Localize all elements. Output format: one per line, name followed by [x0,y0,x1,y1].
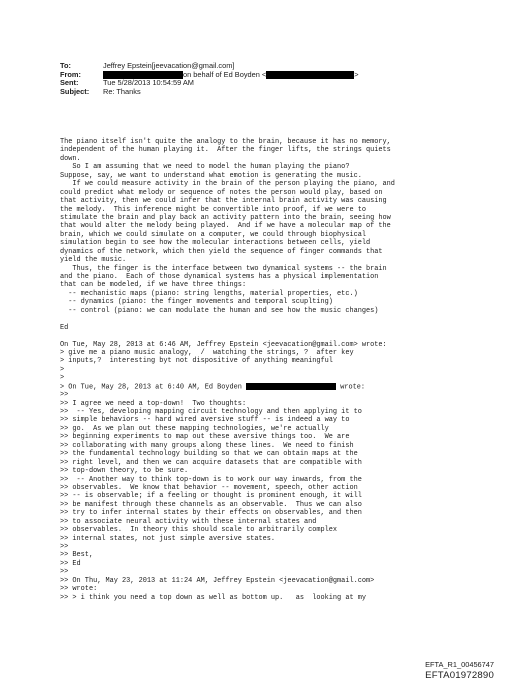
redaction-bar [246,383,336,391]
body-line [60,585,480,593]
body-line [60,433,480,441]
body-line [60,476,480,484]
sent-label: Sent: [60,78,79,88]
to-label: To: [60,61,71,70]
body-line-text: >> internal states, not just simple aversive states. [60,534,276,543]
body-line [60,349,480,357]
body-line [60,206,480,214]
body-line-text: >> I agree we need a top-down! Two thoughts: [60,399,247,408]
footer-id-secondary: EFTA01972890 [425,670,494,681]
body-line [60,442,480,450]
body-line [60,492,480,500]
body-line [60,509,480,517]
body-line-text: Ed [60,323,69,332]
body-line [60,383,480,391]
redaction-bar [266,71,354,79]
body-line-text: So I am assuming that we need to model the human playing the piano? [60,163,350,172]
footer-id-primary: EFTA_R1_00456747 [425,660,494,669]
body-line [60,222,480,230]
subject-value: Re: Thanks [103,86,141,96]
body-line-text: >> Ed [60,559,81,568]
body-line [60,256,480,264]
subject-row [60,88,480,97]
body-line-text: that would alter the melody being played. And if we have a molecular map of the [60,222,391,231]
body-line-text: brain, which we could simulate on a computer, we could through biophysical [60,230,366,239]
body-line [60,239,480,247]
body-line-text: > give me a piano music analogy, / watching the strings, ? after key [60,348,354,357]
body-line-text: >> right level, and then we can acquire datasets that are compatible with [60,458,362,467]
body-line-text: dynamics of the network, which then yield the sequence of finger commands that [60,247,383,256]
body-line [60,425,480,433]
body-line [60,408,480,416]
body-line [60,298,480,306]
body-line-text: that can be modeled, if we have three things: [60,281,247,290]
body-line-text: >> try to infer internal states by their effects on observables, and then [60,509,362,518]
body-line-text: -- control (piano: we can modulate the human and see how the music changes) [60,306,379,315]
body-line-text: -- dynamics (piano: the finger movements and temporal scuplting) [60,298,333,307]
body-line-text: simulation begin to see how the molecular interactions between cells, yield [60,239,371,248]
body-line [60,138,480,146]
body-line [60,416,480,424]
body-line [60,180,480,188]
body-line-text: >> [60,391,69,400]
body-line [60,189,480,197]
subject-label: Subject: [60,86,90,96]
body-line [60,248,480,256]
body-line [60,568,480,576]
body-line [60,450,480,458]
body-line-text: >> [60,543,69,551]
body-line [60,281,480,289]
body-line [60,459,480,467]
body-line [60,391,480,399]
body-line [60,526,480,534]
body-line-text: that activity, then we could infer that the internal brain activity was causing [60,197,387,206]
from-value: on behalf of Ed Boyden < [183,69,267,79]
document-footer [425,660,494,681]
email-header [60,62,480,96]
body-line [60,357,480,365]
body-line-tail: wrote: [340,383,366,392]
body-line-text: stimulate the brain and play back an activity pattern into the brain, seeing how [60,213,391,222]
body-line [60,551,480,559]
body-line-text: On Tue, May 28, 2013 at 6:46 AM, Jeffrey Epstein <jeevacation@gmail.com> wrote: [60,340,387,349]
body-line [60,332,480,340]
to-value: Jeffrey Epstein[jeevacation@gmail.com] [103,61,235,70]
body-line-text: >> observables. In theory this should scale to arbitrarily complex [60,526,338,535]
body-line-text: >> collaborating with many groups along these lines. We need to finish [60,441,354,450]
body-line [60,543,480,551]
body-line-text: >> simple behaviors -- hard wired aversive stuff -- is indeed a way to [60,416,350,425]
body-line-text: yield the music. [60,256,127,265]
body-line-text: independent of the human playing it. After the finger lifts, the strings quiets [60,146,391,155]
body-line [60,594,480,602]
body-line [60,155,480,163]
body-line [60,560,480,568]
body-line [60,146,480,154]
body-line-text: -- mechanistic maps (piano: string lengths, material properties, etc.) [60,289,358,298]
body-line-text: and the piano. Each of those dynamical systems has a physical implementation [60,273,379,281]
body-line [60,265,480,273]
body-line [60,484,480,492]
body-line-text: The piano itself isn't quite the analogy to the brain, because it has no memory, [60,138,391,146]
body-line-text: > inputs,? interesting byt not dispositive of anything meaningful [60,357,333,366]
body-line-text: >> observables. We know that behavior -- movement, speech, other action [60,483,358,492]
body-line-text: >> -- is observable; if a feeling or thought is prominent enough, it will [60,492,362,501]
body-line-text: Suppose, say, we want to understand what emotion is generating the music. [60,171,362,180]
body-line-text: >> top-down theory, to be sure. [60,467,189,476]
body-line [60,197,480,205]
body-line-text: >> be manifest through these channels as an observable. Thus we can also [60,500,362,509]
to-row [60,62,480,71]
body-line [60,518,480,526]
body-line-text: the melody. This inference might be convertible into proof, if we were to [60,205,366,214]
sent-value: Tue 5/28/2013 10:54:59 AM [103,78,194,88]
body-line-text: >> -- Yes, developing mapping circuit technology and then applying it to [60,408,362,416]
body-line [60,501,480,509]
body-line-text: >> Best, [60,551,94,560]
body-line-text: >> wrote: [60,585,98,594]
body-line [60,163,480,171]
body-line [60,535,480,543]
body-line [60,214,480,222]
body-line [60,366,480,374]
body-line [60,374,480,382]
body-line-text: could predict what melody or sequence of notes the person would play, based on [60,188,383,197]
body-line-text: > [60,374,65,383]
body-line [60,577,480,585]
body-line-text: down. [60,154,81,163]
body-line-text: >> > i think you need a top down as well as bottom up. as looking at my [60,593,366,602]
body-line [60,231,480,239]
body-line [60,273,480,281]
body-line [60,324,480,332]
body-line-text: >> [60,568,69,577]
body-line-text: Thus, the finger is the interface between two dynamical systems -- the brain [60,264,387,273]
body-line-text: >> beginning experiments to map out these aversive things too. We are [60,433,350,442]
body-line-text: >> the fundamental technology building so that we can obtain maps at the [60,450,358,459]
body-line-text: >> to associate neural activity with these internal states and [60,517,317,526]
body-line-text: > On Tue, May 28, 2013 at 6:40 AM, Ed Boyden [60,383,242,392]
body-line-text: If we could measure activity in the brain of the person playing the piano, and [60,180,395,189]
body-line [60,400,480,408]
from-label: From: [60,69,81,79]
from-tail: > [354,69,359,79]
body-line [60,467,480,475]
email-body [60,138,480,602]
body-line [60,341,480,349]
body-line-text: > [60,365,65,374]
body-line-text: >> -- Another way to think top-down is to work our way inwards, from the [60,475,362,484]
body-line [60,172,480,180]
body-line [60,315,480,323]
body-line [60,290,480,298]
body-line [60,307,480,315]
body-line-text: >> On Thu, May 23, 2013 at 11:24 AM, Jeffrey Epstein <jeevacation@gmail.com> [60,576,375,585]
body-line-text: >> go. As we plan out these mapping technologies, we're actually [60,424,329,433]
